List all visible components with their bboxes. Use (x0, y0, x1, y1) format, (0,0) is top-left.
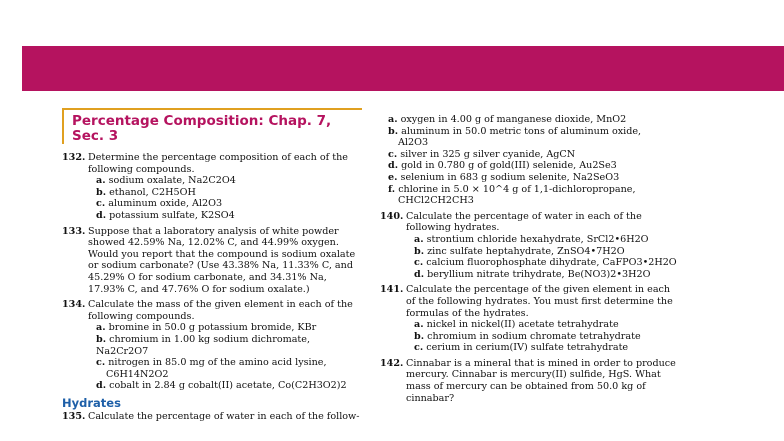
item-text: zinc sulfate heptahydrate, ZnSO4•7H2O (427, 245, 625, 257)
item-text: ethanol, C2H5OH (109, 186, 196, 198)
item-text: chromium in 1.00 kg sodium dichromate, Na2Cr2O7 (96, 333, 310, 357)
problem-item (88, 175, 362, 187)
item-label: d. (96, 380, 107, 392)
item-text: bromine in 50.0 g potassium bromide, KBr (108, 322, 317, 334)
problem-number: 133. (62, 225, 86, 237)
item-label: b. (414, 330, 425, 342)
item-label: c. (414, 257, 424, 269)
item-text: chlorine in 5.0 × 10^4 g of 1,1-dichloropropane, (398, 183, 636, 195)
problem-item (406, 331, 680, 343)
problem-item (406, 342, 680, 354)
item-label: a. (414, 233, 424, 245)
item-text: strontium chloride hexahydrate, SrCl2•6H2O (426, 233, 649, 245)
item-label: e. (388, 171, 398, 183)
item-text: nickel in nickel(II) acetate tetrahydrate (426, 319, 619, 331)
problem-140 (380, 211, 680, 281)
item-label: b. (388, 125, 399, 137)
item-text: silver in 325 g silver cyanide, AgCN (400, 148, 576, 160)
item-text: beryllium nitrate trihydrate, Be(NO3)2•3H2O (427, 268, 651, 280)
continued-list (380, 114, 680, 207)
right-column (380, 114, 680, 408)
item-label: d. (96, 209, 107, 221)
section-title: Percentage Composition: Chap. 7, Sec. 3 (72, 113, 332, 144)
item-text: chromium in sodium chromate tetrahydrate (427, 330, 641, 342)
problem-text: Suppose that a laboratory analysis of white powder showed 42.59% Na, 12.02% C, and 44.99% oxygen. Would you report that the compound is sodium oxalate or sodium carbonate? (Use 43.38% Na, 11.33% C, and 45.29% O for sodium carbonate, and 34.31% Na, 17.93% C, and 47.76% O for sodium oxalate.) (88, 225, 356, 295)
header-banner (22, 46, 784, 91)
problem-item (406, 269, 680, 281)
problem-text: Calculate the mass of the given element in each of the following compounds. (88, 299, 353, 322)
problem-text: Calculate the percentage of water in each of the follow- (88, 411, 360, 423)
problem-item (380, 184, 680, 196)
problem-142 (380, 358, 680, 404)
item-label: d. (388, 160, 399, 172)
problem-item (88, 357, 362, 369)
problem-text: Calculate the percentage of water in each of the following hydrates. (406, 210, 642, 234)
item-text: potassium sulfate, K2SO4 (109, 209, 235, 221)
problem-134 (62, 299, 362, 392)
problem-item (88, 322, 362, 334)
problem-number: 142. (380, 357, 404, 369)
item-label: f. (388, 183, 396, 195)
problem-number: 140. (380, 210, 404, 222)
problem-number: 132. (62, 152, 86, 163)
problem-number: 134. (62, 299, 86, 311)
item-continuation: C6H14N2O2 (106, 368, 169, 380)
section-heading-box (62, 108, 362, 144)
problem-item (380, 172, 680, 184)
item-text: cobalt in 2.84 g cobalt(II) acetate, Co(C2H3O2)2 (109, 380, 347, 392)
problem-number: 141. (380, 284, 404, 296)
item-text: gold in 0.780 g of gold(III) selenide, Au2Se3 (401, 160, 617, 172)
problem-text: Calculate the percentage of the given element in each of the following hydrates. You must first determine the formulas of the hydrates. (406, 284, 673, 319)
problem-item (88, 187, 362, 199)
item-label: c. (96, 198, 106, 210)
problem-item (406, 246, 680, 258)
item-label: b. (96, 333, 107, 345)
item-continuation: Al2O3 (398, 137, 429, 149)
problem-item (88, 210, 362, 222)
problem-item (88, 198, 362, 210)
item-label: c. (414, 342, 424, 354)
item-text: sodium oxalate, Na2C2O4 (108, 175, 236, 187)
problem-text: Determine the percentage composition of each of the following compounds. (88, 152, 348, 175)
problem-item (380, 126, 680, 138)
item-label: b. (414, 245, 425, 257)
item-label: b. (96, 186, 107, 198)
problem-item (406, 257, 680, 269)
item-label: a. (96, 175, 106, 187)
item-continuation: CHCl2CH2CH3 (398, 195, 474, 207)
item-text: cerium in cerium(IV) sulfate tetrahydrate (426, 342, 629, 354)
problem-item (406, 234, 680, 246)
item-label: a. (414, 319, 424, 331)
item-label: d. (414, 268, 425, 280)
item-text: oxygen in 4.00 g of manganese dioxide, MnO2 (400, 114, 627, 125)
item-text: aluminum oxide, Al2O3 (108, 198, 223, 210)
item-label: a. (96, 322, 106, 334)
item-label: c. (96, 357, 106, 369)
problem-141 (380, 284, 680, 354)
problem-number: 135. (62, 411, 86, 423)
problem-text: Cinnabar is a mineral that is mined in order to produce mercury. Cinnabar is mercury(II) sulfide, HgS. What mass of mercury can be obtained from 50.0 kg of cinnabar? (406, 357, 676, 404)
item-label: a. (388, 114, 398, 125)
problem-item (380, 160, 680, 172)
item-text: nitrogen in 85.0 mg of the amino acid lysine, (108, 357, 327, 369)
left-column (62, 108, 362, 427)
item-text: calcium fluorophosphate dihydrate, CaFPO3•2H2O (426, 257, 677, 269)
item-label: c. (388, 148, 398, 160)
item-text: aluminum in 50.0 metric tons of aluminum oxide, (401, 125, 642, 137)
problem-item (88, 380, 362, 392)
item-text: selenium in 683 g sodium selenite, Na2SeO3 (400, 171, 620, 183)
problem-133 (62, 226, 362, 296)
problem-item (406, 319, 680, 331)
hydrates-heading: Hydrates (62, 395, 121, 410)
problem-132 (62, 152, 362, 222)
problem-item (88, 334, 362, 357)
problem-135 (62, 411, 362, 423)
problem-item (380, 114, 680, 126)
problem-item (380, 149, 680, 161)
